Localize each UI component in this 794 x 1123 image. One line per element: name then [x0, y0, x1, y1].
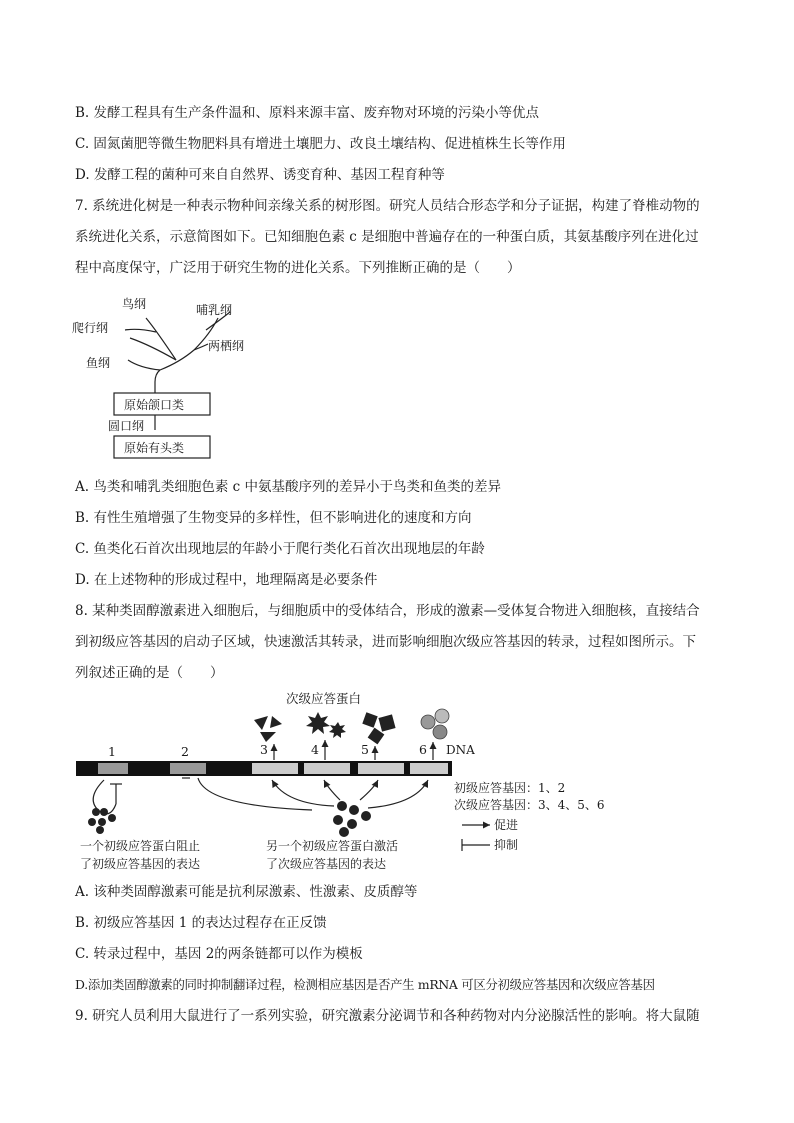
gene-number-1: 1	[108, 744, 116, 759]
label-craniate: 原始有头类	[124, 441, 185, 455]
protein-shapes-3	[254, 716, 282, 742]
q8-option-d: D.添加类固醇激素的同时抑制翻译过程，检测相应基因是否产生 mRNA 可区分初级应答基因和次级应答基因	[75, 977, 655, 992]
gene-number-3: 3	[260, 742, 268, 757]
primary-protein-right	[333, 801, 371, 837]
protein-shapes-5	[362, 712, 395, 744]
q8-option-b: B. 初级应答基因 1 的表达过程存在正反馈	[75, 915, 327, 931]
caption-left-line: 了初级应答基因的表达	[80, 857, 201, 871]
caption-right-line: 另一个初级应答蛋白激活	[266, 839, 399, 853]
q7-stem-line: 7. 系统进化树是一种表示物种间亲缘关系的树形图。研究人员结合形态学和分子证据，构建了脊椎动物的	[75, 198, 700, 214]
q7-option-b: B. 有性生殖增强了生物变异的多样性，但不影响进化的速度和方向	[75, 510, 472, 526]
label-bird: 鸟纲	[122, 297, 147, 311]
legend-inhibit: 抑制	[494, 838, 519, 852]
phylogenetic-tree-figure	[70, 290, 270, 460]
gene-number-4: 4	[311, 742, 319, 757]
legend-promote: 促进	[494, 818, 519, 832]
gene-number-2: 2	[181, 744, 189, 759]
q7-stem-line: 系统进化关系，示意简图如下。已知细胞色素 c 是细胞中普遍存在的一种蛋白质，其氨基酸序列在进化过	[75, 229, 699, 245]
label-mammal: 哺乳纲	[196, 303, 233, 317]
q8-stem-line: 8. 某种类固醇激素进入细胞后，与细胞质中的受体结合，形成的激素—受体复合物进入细胞核，直接结合	[75, 603, 700, 619]
caption-left-line: 一个初级应答蛋白阻止	[80, 839, 201, 853]
protein-shapes-6	[421, 709, 449, 739]
q7-option-c: C. 鱼类化石首次出现地层的年龄小于爬行类化石首次出现地层的年龄	[75, 541, 485, 557]
q8-option-a: A. 该种类固醇激素可能是抗利尿激素、性激素、皮质醇等	[75, 884, 418, 900]
q6-option-b: B. 发酵工程具有生产条件温和、原料来源丰富、废弃物对环境的污染小等优点	[75, 105, 540, 121]
q8-stem-line: 列叙述正确的是（ ）	[75, 665, 224, 681]
q6-option-c: C. 固氮菌肥等微生物肥料具有增进土壤肥力、改良土壤结构、促进植株生长等作用	[75, 136, 566, 152]
q7-stem-line: 程中高度保守，广泛用于研究生物的进化关系。下列推断正确的是（ ）	[75, 260, 521, 276]
label-reptile: 爬行纲	[72, 321, 109, 335]
label-amphibian: 两栖纲	[208, 339, 245, 353]
q7-option-a: A. 鸟类和哺乳类细胞色素 c 中氨基酸序列的差异小于鸟类和鱼类的差异	[75, 479, 501, 495]
dna-label: DNA	[446, 743, 475, 757]
gene-number-6: 6	[419, 742, 427, 757]
q9-stem-line: 9. 研究人员利用大鼠进行了一系列实验，研究激素分泌调节和各种药物对内分泌腺活性的影响。将大鼠随	[75, 1008, 700, 1024]
caption-right-line: 了次级应答基因的表达	[266, 857, 387, 871]
legend-primary: 初级应答基因：1、2	[454, 781, 566, 795]
gene-number-5: 5	[361, 742, 369, 757]
q6-option-d: D. 发酵工程的菌种可来自自然界、诱变育种、基因工程育种等	[75, 167, 445, 183]
label-fish: 鱼纲	[86, 356, 111, 370]
q7-option-d: D. 在上述物种的形成过程中，地理隔离是必要条件	[75, 572, 378, 588]
gene-regulation-figure	[76, 688, 726, 876]
label-gnathostome: 原始颌口类	[124, 398, 185, 412]
q8-option-c: C. 转录过程中，基因 2的两条链都可以作为模板	[75, 946, 363, 962]
label-cyclostome: 圆口纲	[108, 419, 145, 433]
legend-secondary: 次级应答基因：3、4、5、6	[454, 798, 605, 812]
q8-stem-line: 到初级应答基因的启动子区域，快速激活其转录，进而影响细胞次级应答基因的转录，过程如图所示。下	[75, 634, 696, 650]
protein-shapes-4	[306, 712, 346, 738]
secondary-protein-label: 次级应答蛋白	[286, 691, 362, 706]
